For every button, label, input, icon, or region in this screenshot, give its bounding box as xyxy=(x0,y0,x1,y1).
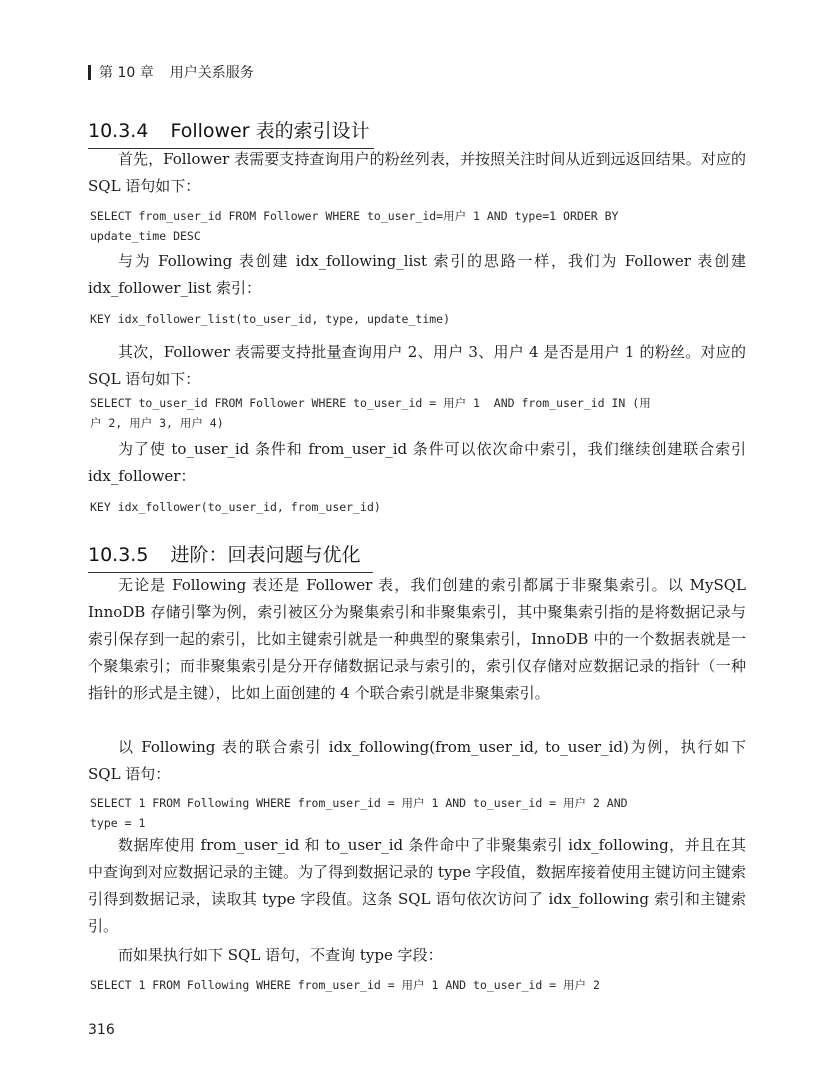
code-block: KEY idx_follower_list(to_user_id, type, update_time) xyxy=(90,312,451,326)
paragraph: 以 Following 表的联合索引 idx_following(from_user_id, to_user_id)为例，执行如下 SQL 语句： xyxy=(88,738,746,783)
paragraph: 而如果执行如下 SQL 语句，不查询 type 字段： xyxy=(118,946,443,964)
running-header xyxy=(88,62,254,82)
paragraph: 其次，Follower 表需要支持批量查询用户 2、用户 3、用户 4 是否是用户 1 的粉丝。对应的 SQL 语句如下： xyxy=(88,343,746,388)
paragraph: 无论是 Following 表还是 Follower 表，我们创建的索引都属于非聚集索引。以 MySQL InnoDB 存储引擎为例，索引被区分为聚集索引和非聚集索引，其中聚集索引指的是将数据记录与索引保存到一起的索引，比如主键索引就是一种典型的聚集索引，InnoDB 中的一个数据表就是一个聚集索引；而非聚集索引是分开存储数据记录与索引的，索引仅存储对应数据记录的指针（一种指针的形式是主键），比如上面创建的 4 个联合索引就是非聚集索引。 xyxy=(88,576,746,702)
code-block: SELECT from_user_id FROM Follower WHERE to_user_id=用户 1 AND type=1 ORDER BY update_time DESC xyxy=(90,209,619,243)
section-number: 10.3.5 xyxy=(88,544,149,566)
chapter-title: 用户关系服务 xyxy=(169,65,254,81)
page-number: 316 xyxy=(88,1022,115,1038)
section-title: 进阶：回表问题与优化 xyxy=(170,544,361,566)
paragraph: 首先，Follower 表需要支持查询用户的粉丝列表，并按照关注时间从近到远返回结果。对应的 SQL 语句如下： xyxy=(88,150,746,195)
code-block: SELECT to_user_id FROM Follower WHERE to_user_id = 用户 1 AND from_user_id IN (用 户 2, 用户 3, 用户 4) xyxy=(90,396,651,430)
section-heading-10-3-5 xyxy=(88,540,373,573)
section-number: 10.3.4 xyxy=(88,120,149,142)
section-heading-10-3-4 xyxy=(88,116,374,149)
code-block: SELECT 1 FROM Following WHERE from_user_id = 用户 1 AND to_user_id = 用户 2 AND type = 1 xyxy=(90,796,628,830)
header-bar xyxy=(88,65,91,80)
section-title: Follower 表的索引设计 xyxy=(170,120,370,142)
code-block: SELECT 1 FROM Following WHERE from_user_id = 用户 1 AND to_user_id = 用户 2 xyxy=(90,978,600,992)
code-block: KEY idx_follower(to_user_id, from_user_id) xyxy=(90,500,381,514)
paragraph: 与为 Following 表创建 idx_following_list 索引的思路一样，我们为 Follower 表创建 idx_follower_list 索引： xyxy=(88,252,746,297)
paragraph: 为了使 to_user_id 条件和 from_user_id 条件可以依次命中索引，我们继续创建联合索引 idx_follower： xyxy=(88,440,746,485)
chapter-label: 第 10 章 xyxy=(99,65,154,81)
paragraph: 数据库使用 from_user_id 和 to_user_id 条件命中了非聚集索引 idx_following，并且在其中查询到对应数据记录的主键。为了得到数据记录的 type 字段值，数据库接着使用主键访问主键索引得到数据记录，读取其 type 字段值。这条 SQL 语句依次访问了 idx_following 索引和主键索引。 xyxy=(88,836,746,935)
